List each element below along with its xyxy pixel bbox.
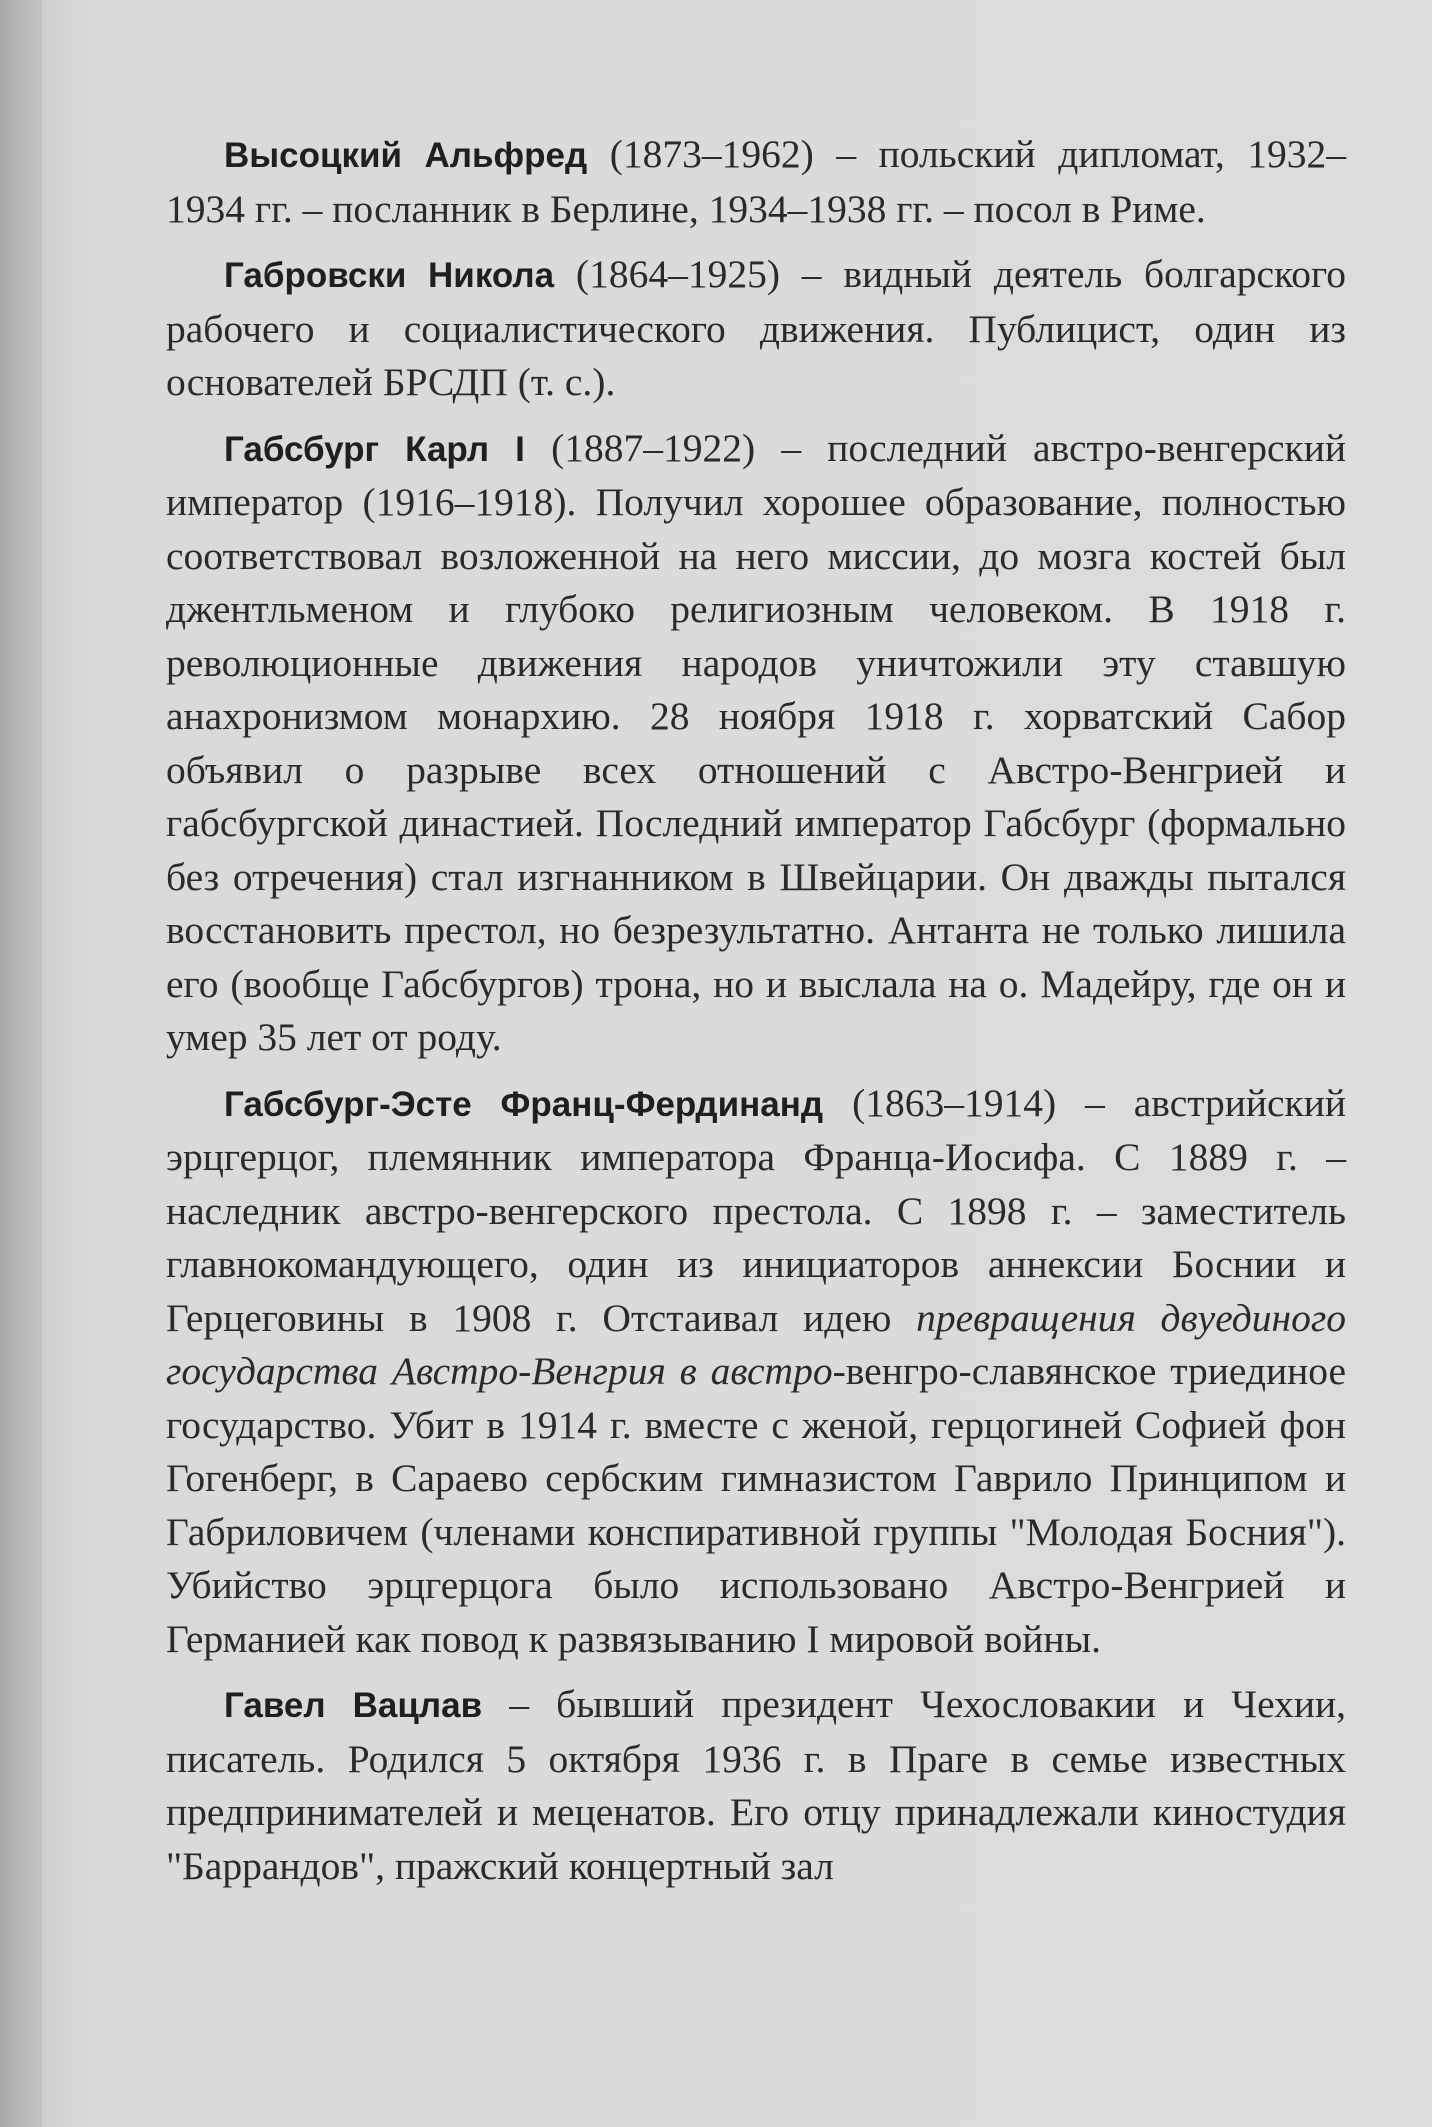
entry-heading: Высоцкий Альфред <box>224 136 588 175</box>
entry-habsburg-karl <box>166 422 1346 1065</box>
entry-body: (1887–1922) – последний австро-венгерский император (1916–1918). Получил хорошее образование, полностью соответствовал возложенной на него миссии, до мозга костей был джентльменом и глубоко религиозным человеком. В 1918 г. революционные движения народов уничтожили эту ставшую анахронизмом монархию. 28 ноября 1918 г. хорватский Сабор объявил о разрыве всех отношений с Австро-Венгрией и габсбургской династией. Последний император Габсбург (формально без отречения) стал изгнанником в Швейцарии. Он дважды пытался восстановить престол, но безрезультатно. Антанта не только лишила его (вообще Габсбургов) трона, но и выслала на о. Мадейру, где он и умер 35 лет от роду. <box>166 425 1346 1059</box>
entry-heading: Габсбург Карл I <box>224 429 525 469</box>
entry-vysotsky <box>166 128 1346 236</box>
entry-body-continued: венгро-славянское триединое государство. Убит в 1914 г. вместе с женой, герцогиней Софией фон Гогенберг, в Сараево сербским гимназистом Гаврило Принципом и Габриловичем (членами конспиративной группы "Молодая Босния"). Убийство эрцгерцога было использовано Австро-Венгрией и Германией как повод к развязыванию I мировой войны. <box>166 1349 1347 1661</box>
entry-body: (1864–1925) – видный деятель болгарского рабочего и социалистического движения. Публицист, один из основателей БРСДП (т. с.). <box>166 252 1346 404</box>
entry-heading: Гавел Вацлав <box>224 1686 483 1725</box>
entry-franz-ferdinand <box>166 1077 1346 1667</box>
page-gutter-shadow <box>0 0 42 2127</box>
entry-heading: Габровски Никола <box>224 256 555 295</box>
entry-body: (1863–1914) – австрийский эрцгерцог, племянник императора Франца-Иосифа. С 1889 г. – наследник австро-венгерского престола. С 1898 г. – заместитель главнокомандующего, один из инициаторов аннексии Боснии и Герцеговины в 1908 г. Отстаивал идею <box>166 1080 1347 1340</box>
entry-body: (1873–1962) – польский дипломат, 1932–1934 гг. – посланник в Берлине, 1934–1938 гг. – посол в Риме. <box>166 132 1347 231</box>
entry-gabrovski <box>166 248 1346 410</box>
entry-body-italic: превращения двуединого государства Австро-Венгрия в австро- <box>166 1295 1346 1393</box>
entry-heading: Габсбург-Эсте Франц-Фердинанд <box>224 1084 824 1124</box>
entry-body: – бывший президент Чехословакии и Чехии, писатель. Родился 5 октября 1936 г. в Праге в семье известных предпринимателей и меценатов. Его отцу принадлежали киностудия "Баррандов", пражский концертный зал <box>166 1682 1346 1888</box>
text-column <box>166 128 1346 1905</box>
entry-havel <box>166 1678 1346 1893</box>
